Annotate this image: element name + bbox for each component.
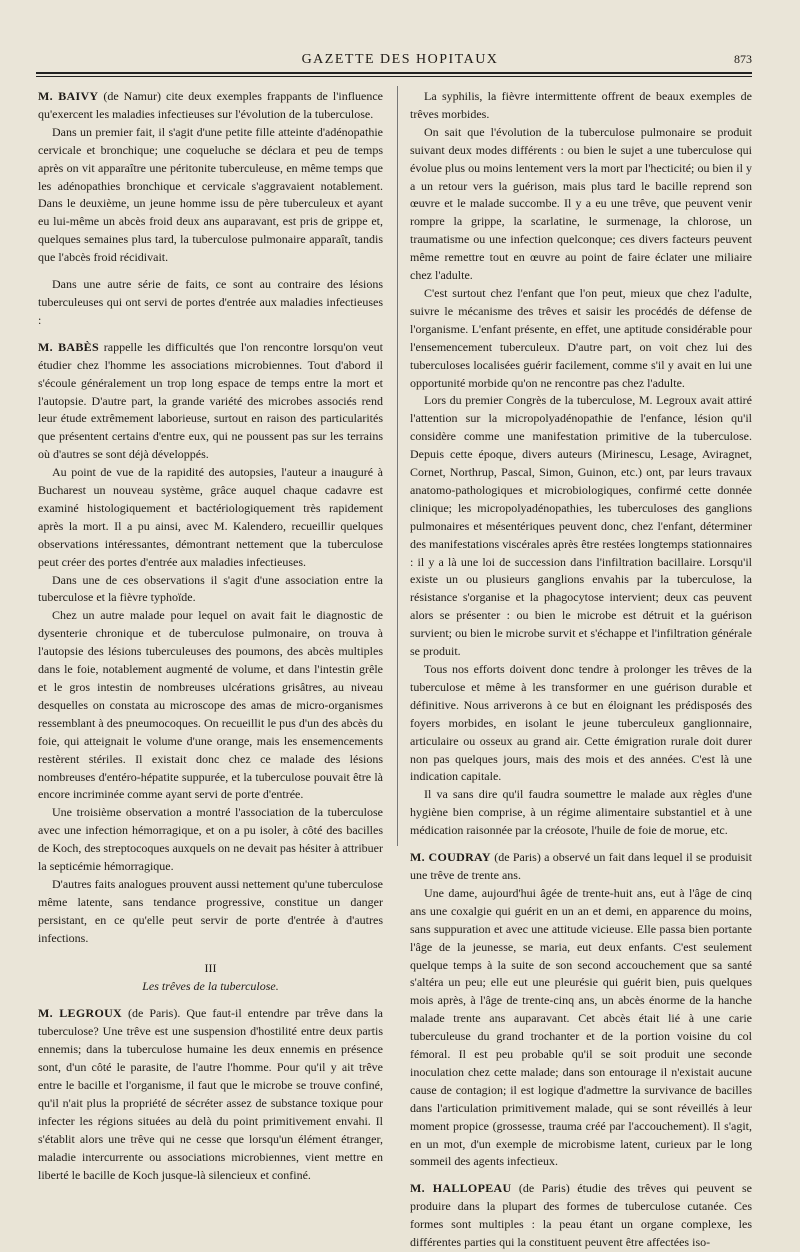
paragraph-babes: M. BABÈS rappelle les difficultés que l'on rencontre lorsqu'on veut étudier chez l'homme les associations microbiennes. Tout d'abord il s'écoule généralement un trop long espace de temps entre la mort et l'autopsie. D'autre part, la grande variété des microbes associés rend leur étude extrêmement laborieuse, surtout en raison des particularités que présentent certains d'entre eux, qui ne poussent pas sur les terrains où d'autres se sont déjà développés. — [38, 339, 383, 462]
section-title: Les trêves de la tuberculose. — [142, 978, 279, 993]
paragraph: C'est surtout chez l'enfant que l'on peut, mieux que chez l'adulte, suivre le mécanisme des trêves et saisir les procédés de défense de l'organisme. L'enfant présente, en effet, une aptitude considérable pour l'ensemencement tuberculeux. D'autre part, on voit chez lui des tuberculoses localisées guérir facilement, comme s'il y avait en lui une opportunité morbide qu'on ne rencontre pas chez l'adulte. — [410, 285, 752, 390]
journal-title: GAZETTE DES HOPITAUX — [301, 52, 499, 67]
header-rule-thin — [36, 76, 752, 77]
page-header — [0, 0, 800, 80]
paragraph-legroux: M. LEGROUX (de Paris). Que faut-il entendre par trêve dans la tuberculose? Une trêve est une suspension d'hostilité entre deux partis ennemis; dans la tuberculose humaine les deux ennemis en présence sont, d'un côté le parasite, de l'autre l'homme. Pour qu'il y ait trêve entre le bacille et l'organisme, il faut que le microbe se trouve confiné, qu'il n'ait plus la propriété de sécréter assez de substance toxique pour infecter les régions situées au delà du point primitivement envahi. Il s'établit alors une trêve qui ne cesse que lorsqu'un élément étranger, maladie intercurrente ou associations microbiennes, vient mettre en liberté le bacille de Koch jusque-là silencieux et confiné. — [38, 1006, 384, 1182]
paragraph: Une troisième observation a montré l'association de la tuberculose avec une infection hémorragique, et on a pu isoler, à côté des bacilles de Koch, des streptocoques auxquels on ne devait pas hésiter à attribuer la septicémie hémorragique. — [38, 805, 383, 874]
paragraph: Une dame, aujourd'hui âgée de trente-huit ans, eut à l'âge de cinq ans une coxalgie qui guérit en un an et demi, en apparence du moins, sans suppuration et avec une attitude vicieuse. Elle passa bien portante l'âge de la jeunesse, se maria, eut deux enfants. C'est seulement quelque temps à la suite de son second accouchement que sa santé s'altéra un peu; elle eut une pleurésie qui guérit bien, puis quelques mois après, à l'âge de trente-cinq ans, un abcès énorme de la hanche malade trente ans auparavant. Cet abcès était lié à une carie tuberculeuse du grand trochanter et de la portion voisine du col fémoral. Il est peu probable qu'il se soit produit une seconde inoculation chez cette malade; dans son entourage il n'existait aucune cause de contagion; il est logique d'admettre la survivance de bacilles dans l'articulation primitivement malade, qui se sont réveillés à leur moment propice (grossesse, trauma créé par l'accouchement). Il s'agit, en un mot, d'un exemple de microbisme latent, curieux par le long sommeil des agents infectieux. — [410, 885, 752, 1169]
column-divider — [397, 86, 398, 846]
speaker-name-coudray: M. COUDRAY — [410, 850, 491, 865]
paragraph-coudray: M. COUDRAY (de Paris) a observé un fait dans lequel il se produisit une trêve de trente ans. — [410, 850, 752, 882]
left-column — [38, 88, 383, 1184]
speaker-name-legroux: M. LEGROUX — [38, 1006, 123, 1021]
speaker-name-hallopeau: M. HALLOPEAU — [410, 1181, 512, 1196]
paragraph: Chez un autre malade pour lequel on avait fait le diagnostic de dysenterie chronique et de tuberculose pulmonaire, on trouva à l'autopsie des lésions tuberculeuses des poumons, des abcès multiples dans le foie, notablement augmenté de volume, et dans l'intestin grêle et le gros intestin de nombreuses ulcérations grisâtres, au niveau desquelles on constata au microscope des amas de micro-organismes ressemblant à des pneumocoques. On recueillit le pus d'un des abcès du foie, qui atteignait le volume d'une orange, mais les ensemencements restèrent stériles. Il existait donc chez ce malade des lésions nombreuses d'entéro-hépatite suppurée, et la tuberculose pouvait être là encore incriminée comme ayant servi de porte d'entrée. — [38, 608, 383, 802]
paragraph: Au point de vue de la rapidité des autopsies, l'auteur a inauguré à Bucharest un nouveau système, grâce auquel chaque cadavre est examiné histologiquement et bactériologiquement très rapidement après la mort. Il a pu ainsi, avec M. Kalendero, recueillir quelques observations intéressantes, démontrant nettement que la tuberculose peut créer des portes d'entrée aux maladies infectieuses. — [38, 465, 383, 569]
paragraph: D'autres faits analogues prouvent aussi nettement qu'une tuberculose même latente, sans tendance progressive, constitue un danger persistant, en ce qu'elle peut servir de porte d'entrée à d'autres infections. — [38, 876, 383, 945]
paragraph: On sait que l'évolution de la tuberculose pulmonaire se produit suivant deux modes différents : ou bien le sujet a une tuberculose qui évolue plus ou moins lentement vers la mort par l'hecticité; ou bien il y a un retour vers la guérison, mais plus tard le bacille reprend son œuvre et le malade succombe. Il y a eu une trêve, que peuvent venir rompre la grippe, la scarlatine, le surmenage, la chlorose, un traumatisme ou une infection quelconque; ces divers facteurs peuvent même remettre tout en œuvre au point de faire éclater une miliaire chez l'adulte. — [410, 124, 752, 283]
header-rule-thick — [36, 72, 752, 74]
paragraph: Dans une autre série de faits, ce sont au contraire des lésions tuberculeuses qui ont servi de portes d'entrée aux maladies infectieuses : — [38, 277, 383, 327]
paragraph: Tous nos efforts doivent donc tendre à prolonger les trêves de la tuberculose et même à les transformer en une guérison durable et définitive. Nous arriverons à ce but en éloignant les prédisposés des foyers morbides, en isolant le jeune tuberculeux ganglionnaire, articulaire ou osseux au grand air. Cette émigration rurale doit durer non pas quelques jours, mais des mois et des années. C'est là une indication capitale. — [410, 662, 752, 784]
page-number: 873 — [734, 52, 752, 66]
paragraph: Lors du premier Congrès de la tuberculose, M. Legroux avait attiré l'attention sur la micropolyadénopathie de l'enfance, lésion qu'il considère comme une manifestation primitive de la tuberculose. Depuis cette époque, divers auteurs (Mirinescu, Lesage, Aviragnet, Cornet, Northrup, Pascal, Simon, Guinon, etc.) ont, par leurs travaux anatomo-pathologiques et microbiologiques, confirmé cette donnée clinique; les micropolyadénopathies, les tuberculoses des ganglions pulmonaires et mésentériques peuvent donc, chez l'enfant, déterminer des manifestations viscérales après être restées longtemps stationnaires : il y a là une loi de succession dans l'infiltration bacillaire. Lorsqu'il existe un ou plusieurs ganglions envahis par la tuberculose, la résistance s'organise et la phagocytose intervient; deux cas peuvent alors se présenter : ou bien le microbe est détruit et la guérison survient; ou bien le microbe survit et s'échappe et l'infiltration générale se produit. — [410, 393, 752, 659]
paragraph: Dans un premier fait, il s'agit d'une petite fille atteinte d'adénopathie cervicale et bronchique; une coqueluche se déclara et peu de temps après on vit apparaître une péritonite tuberculeuse, en même temps que les adénopathies bronchique et cervicale s'aggravaient notablement. Dans le deuxième, un jeune homme issu de père tuberculeux et ayant eu lui-même un abcès froid deux ans auparavant, est pris de grippe et, quelques semaines plus tard, la tuberculose pulmonaire apparaît, tandis que l'abcès froid récidivait. — [38, 124, 383, 265]
speaker-name-baivy: M. BAIVY — [38, 89, 99, 103]
paragraph: Dans une de ces observations il s'agit d'une association entre la tuberculose et la fièvre typhoïde. — [38, 572, 383, 605]
right-column — [410, 88, 752, 1252]
paragraph-baivy: M. BAIVY (de Namur) cite deux exemples frappants de l'influence qu'exercent les maladies infectieuses sur l'évolution de la tuberculose. — [38, 89, 383, 121]
speaker-name-babes: M. BABÈS — [38, 339, 99, 354]
paragraph: La syphilis, la fièvre intermittente offrent de beaux exemples de trêves morbides. — [410, 89, 752, 121]
section-number: III — [204, 960, 217, 975]
paragraph-hallopeau: M. HALLOPEAU (de Paris) étudie des trêves qui peuvent se produire dans la plupart des formes de tuberculose cutanée. Ces formes sont multiples : la peau étant un organe complexe, les différentes parties qui la constituent peuvent être affectées iso- — [410, 1181, 752, 1250]
paragraph: Il va sans dire qu'il faudra soumettre le malade aux règles d'une hygiène bien comprise, à un régime alimentaire substantiel et à une médication raisonnée par la créosote, l'huile de foie de morue, etc. — [410, 787, 752, 838]
